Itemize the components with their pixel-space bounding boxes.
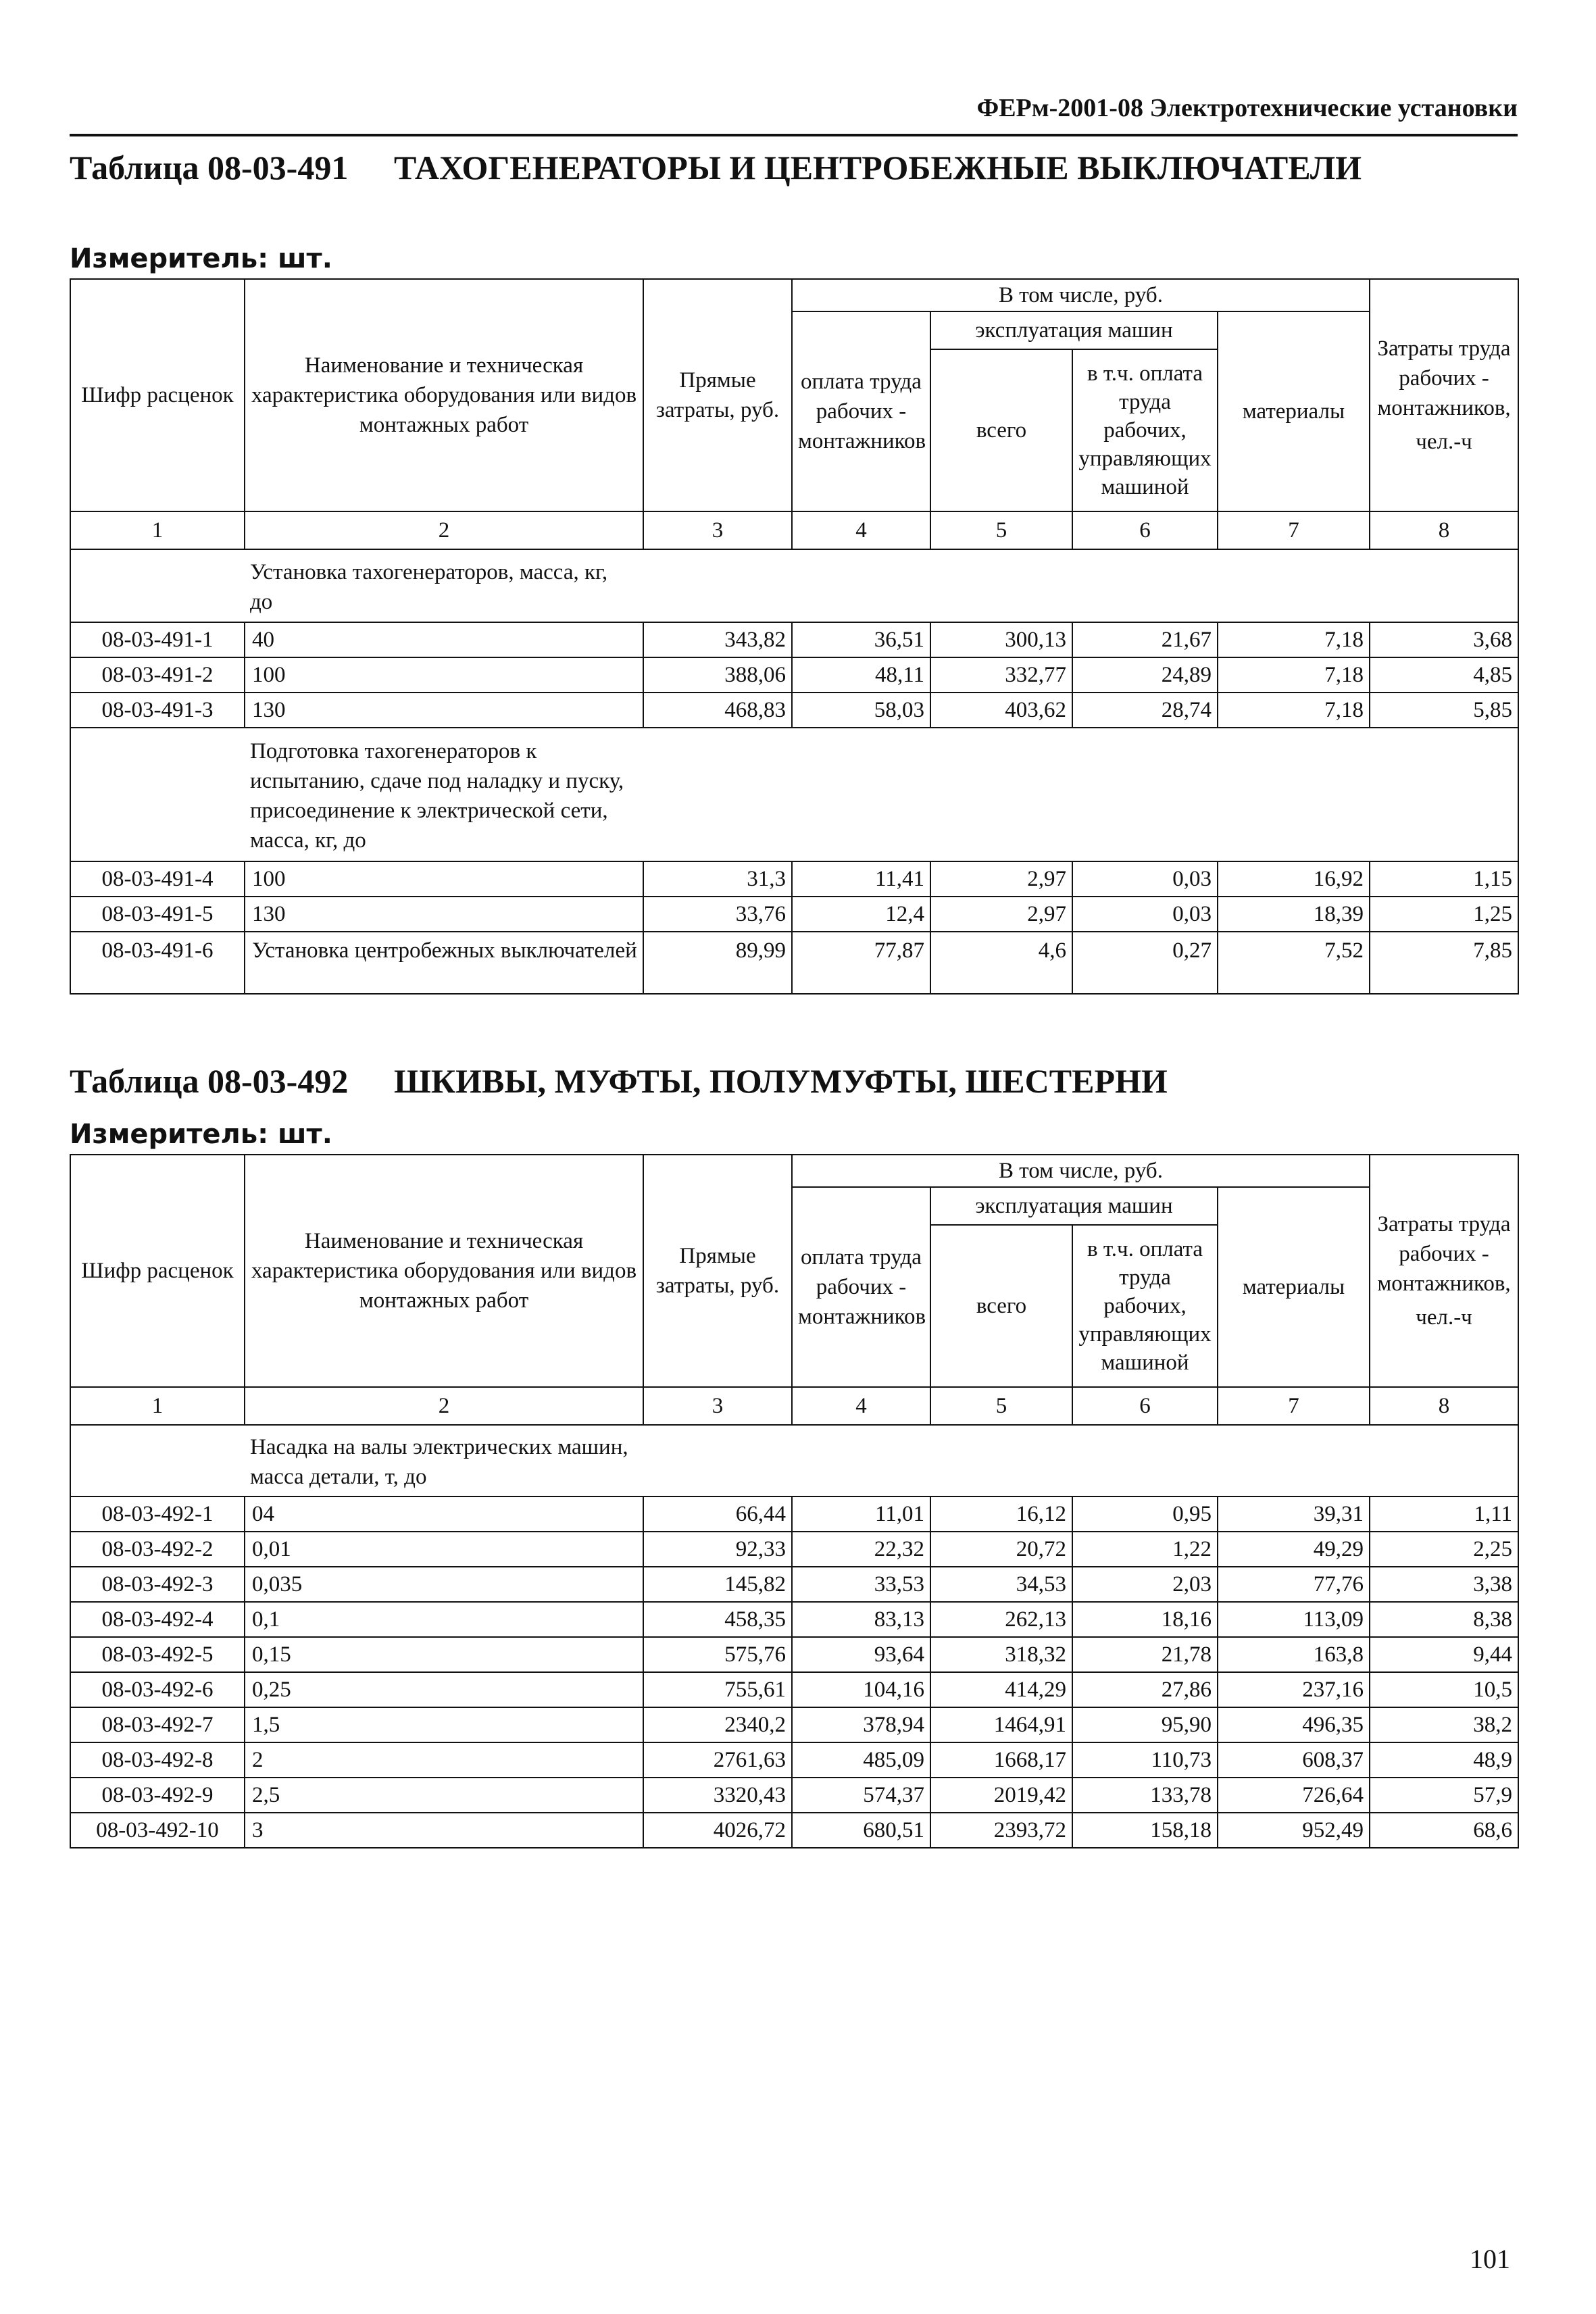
value-c7: 77,76 <box>1218 1567 1370 1602</box>
rate-code: 08-03-492-4 <box>70 1602 245 1637</box>
table-row <box>70 1672 1518 1707</box>
value-c6: 0,03 <box>1072 861 1218 897</box>
table-row <box>70 1602 1518 1637</box>
value-c4: 378,94 <box>792 1707 930 1742</box>
value-c5: 20,72 <box>930 1532 1072 1567</box>
table-row <box>70 1496 1518 1532</box>
table-title: ШКИВЫ, МУФТЫ, ПОЛУМУФТЫ, ШЕСТЕРНИ <box>394 1062 1168 1100</box>
work-name: 1,5 <box>245 1707 643 1742</box>
value-c8: 57,9 <box>1370 1778 1518 1813</box>
value-c3: 4026,72 <box>643 1813 792 1848</box>
rate-code: 08-03-492-10 <box>70 1813 245 1848</box>
column-number-row <box>70 511 1518 549</box>
value-c8: 48,9 <box>1370 1742 1518 1778</box>
value-c4: 485,09 <box>792 1742 930 1778</box>
value-c4: 33,53 <box>792 1567 930 1602</box>
value-c7: 7,18 <box>1218 693 1370 728</box>
value-c5: 2,97 <box>930 861 1072 897</box>
value-c4: 83,13 <box>792 1602 930 1637</box>
value-c6: 110,73 <box>1072 1742 1218 1778</box>
value-c5: 318,32 <box>930 1637 1072 1672</box>
rate-code: 08-03-492-3 <box>70 1567 245 1602</box>
column-number: 3 <box>643 1387 792 1425</box>
table-row <box>70 1813 1518 1848</box>
work-name: 0,1 <box>245 1602 643 1637</box>
value-c4: 93,64 <box>792 1637 930 1672</box>
column-number: 6 <box>1072 511 1218 549</box>
value-c5: 2,97 <box>930 897 1072 932</box>
column-number: 8 <box>1370 1387 1518 1425</box>
value-c6: 18,16 <box>1072 1602 1218 1637</box>
column-number: 5 <box>930 511 1072 549</box>
value-c3: 89,99 <box>643 932 792 994</box>
value-c7: 7,18 <box>1218 657 1370 693</box>
col-header-code: Шифр расценок <box>70 1155 245 1387</box>
value-c6: 0,95 <box>1072 1496 1218 1532</box>
table-row <box>70 932 1518 994</box>
value-c5: 1668,17 <box>930 1742 1072 1778</box>
value-c8: 9,44 <box>1370 1637 1518 1672</box>
col-header-materials: материалы <box>1218 311 1370 511</box>
value-c3: 3320,43 <box>643 1778 792 1813</box>
rate-code: 08-03-491-4 <box>70 861 245 897</box>
table-row <box>70 1567 1518 1602</box>
value-c8: 7,85 <box>1370 932 1518 994</box>
value-c8: 1,11 <box>1370 1496 1518 1532</box>
value-c8: 5,85 <box>1370 693 1518 728</box>
running-title: ФЕРм-2001-08 Электротехнические установки <box>976 94 1518 122</box>
value-c3: 468,83 <box>643 693 792 728</box>
work-name: 40 <box>245 622 643 657</box>
work-name: 0,035 <box>245 1567 643 1602</box>
value-c7: 16,92 <box>1218 861 1370 897</box>
work-name: 04 <box>245 1496 643 1532</box>
col-header-wages: оплата труда рабочих - монтажников <box>792 1187 930 1387</box>
value-c5: 262,13 <box>930 1602 1072 1637</box>
value-c8: 4,85 <box>1370 657 1518 693</box>
work-name: 2,5 <box>245 1778 643 1813</box>
value-c6: 95,90 <box>1072 1707 1218 1742</box>
table-heading-492 <box>70 1061 1518 1108</box>
value-c5: 34,53 <box>930 1567 1072 1602</box>
page-header <box>70 93 1518 136</box>
value-c7: 237,16 <box>1218 1672 1370 1707</box>
value-c7: 49,29 <box>1218 1532 1370 1567</box>
col-header-code: Шифр расценок <box>70 279 245 511</box>
value-c7: 18,39 <box>1218 897 1370 932</box>
header-row <box>70 1155 1518 1187</box>
value-c4: 22,32 <box>792 1532 930 1567</box>
value-c4: 36,51 <box>792 622 930 657</box>
col-header-direct: Прямые затраты, руб. <box>643 279 792 511</box>
table-row <box>70 1742 1518 1778</box>
value-c5: 2019,42 <box>930 1778 1072 1813</box>
section-heading-row <box>70 728 1518 861</box>
work-name: 100 <box>245 861 643 897</box>
labor-label: Затраты труда рабочих - монтажников, <box>1377 1212 1511 1296</box>
value-c5: 403,62 <box>930 693 1072 728</box>
work-name: 3 <box>245 1813 643 1848</box>
col-header-machines-total: всего <box>930 1225 1072 1387</box>
value-c4: 574,37 <box>792 1778 930 1813</box>
value-c3: 458,35 <box>643 1602 792 1637</box>
value-c6: 21,78 <box>1072 1637 1218 1672</box>
col-header-materials: материалы <box>1218 1187 1370 1387</box>
value-c5: 332,77 <box>930 657 1072 693</box>
value-c4: 77,87 <box>792 932 930 994</box>
work-name: Установка центробежных выключателей <box>245 932 643 994</box>
col-header-labor <box>1370 279 1518 511</box>
value-c3: 755,61 <box>643 1672 792 1707</box>
work-name: 100 <box>245 657 643 693</box>
rate-code: 08-03-491-3 <box>70 693 245 728</box>
table-row <box>70 1532 1518 1567</box>
rate-code: 08-03-491-5 <box>70 897 245 932</box>
estimate-table-491 <box>70 278 1519 995</box>
value-c8: 1,25 <box>1370 897 1518 932</box>
value-c6: 133,78 <box>1072 1778 1218 1813</box>
column-number: 5 <box>930 1387 1072 1425</box>
value-c4: 12,4 <box>792 897 930 932</box>
section-heading-text: Установка тахогенераторов, масса, кг, до <box>250 560 608 614</box>
table-row <box>70 657 1518 693</box>
value-c3: 343,82 <box>643 622 792 657</box>
value-c3: 92,33 <box>643 1532 792 1567</box>
work-name: 0,25 <box>245 1672 643 1707</box>
value-c3: 31,3 <box>643 861 792 897</box>
rate-code: 08-03-492-2 <box>70 1532 245 1567</box>
col-header-machines-total: всего <box>930 349 1072 511</box>
value-c7: 726,64 <box>1218 1778 1370 1813</box>
value-c7: 113,09 <box>1218 1602 1370 1637</box>
col-header-wages: оплата труда рабочих - монтажников <box>792 311 930 511</box>
table-number: Таблица 08-03-492 <box>70 1062 349 1100</box>
column-number: 4 <box>792 1387 930 1425</box>
value-c3: 33,76 <box>643 897 792 932</box>
value-c6: 0,27 <box>1072 932 1218 994</box>
rate-code: 08-03-491-6 <box>70 932 245 994</box>
value-c4: 104,16 <box>792 1672 930 1707</box>
page-number: 101 <box>1470 2244 1510 2274</box>
section-heading <box>245 1425 1518 1496</box>
column-number: 4 <box>792 511 930 549</box>
value-c4: 58,03 <box>792 693 930 728</box>
value-c5: 414,29 <box>930 1672 1072 1707</box>
col-header-incl: В том числе, руб. <box>792 1155 1370 1187</box>
value-c6: 24,89 <box>1072 657 1218 693</box>
column-number: 3 <box>643 511 792 549</box>
value-c3: 145,82 <box>643 1567 792 1602</box>
value-c5: 16,12 <box>930 1496 1072 1532</box>
work-name: 130 <box>245 693 643 728</box>
col-header-machines-wages: в т.ч. оплата труда рабочих, управляющих машиной <box>1072 349 1218 511</box>
value-c8: 2,25 <box>1370 1532 1518 1567</box>
rate-code: 08-03-492-8 <box>70 1742 245 1778</box>
value-c7: 7,18 <box>1218 622 1370 657</box>
column-number: 8 <box>1370 511 1518 549</box>
value-c8: 38,2 <box>1370 1707 1518 1742</box>
value-c4: 11,01 <box>792 1496 930 1532</box>
value-c6: 27,86 <box>1072 1672 1218 1707</box>
value-c5: 300,13 <box>930 622 1072 657</box>
rate-code: 08-03-492-6 <box>70 1672 245 1707</box>
work-name: 0,15 <box>245 1637 643 1672</box>
unit-label: Измеритель: шт. <box>70 1119 332 1150</box>
section-heading-row <box>70 549 1518 622</box>
column-number: 2 <box>245 511 643 549</box>
value-c8: 8,38 <box>1370 1602 1518 1637</box>
rate-code: 08-03-492-9 <box>70 1778 245 1813</box>
rate-code: 08-03-492-1 <box>70 1496 245 1532</box>
rate-code: 08-03-491-1 <box>70 622 245 657</box>
col-header-name: Наименование и техническая характеристика оборудования или видов монтажных работ <box>245 1155 643 1387</box>
table-row <box>70 897 1518 932</box>
value-c8: 1,15 <box>1370 861 1518 897</box>
value-c6: 158,18 <box>1072 1813 1218 1848</box>
value-c4: 680,51 <box>792 1813 930 1848</box>
value-c3: 2761,63 <box>643 1742 792 1778</box>
value-c5: 4,6 <box>930 932 1072 994</box>
table-heading-491 <box>70 147 1518 235</box>
table-row <box>70 622 1518 657</box>
column-number: 1 <box>70 511 245 549</box>
labor-unit: чел.-ч <box>1416 1305 1472 1330</box>
value-c7: 496,35 <box>1218 1707 1370 1742</box>
work-name: 2 <box>245 1742 643 1778</box>
labor-unit: чел.-ч <box>1416 430 1472 454</box>
section-heading <box>245 549 1518 622</box>
value-c3: 66,44 <box>643 1496 792 1532</box>
table-row <box>70 861 1518 897</box>
value-c6: 0,03 <box>1072 897 1218 932</box>
col-header-machines: эксплуатация машин <box>930 1187 1218 1225</box>
column-number-row <box>70 1387 1518 1425</box>
table-row <box>70 1778 1518 1813</box>
value-c6: 28,74 <box>1072 693 1218 728</box>
col-header-name: Наименование и техническая характеристика оборудования или видов монтажных работ <box>245 279 643 511</box>
value-c4: 11,41 <box>792 861 930 897</box>
table-row <box>70 693 1518 728</box>
value-c7: 7,52 <box>1218 932 1370 994</box>
value-c3: 2340,2 <box>643 1707 792 1742</box>
column-number: 2 <box>245 1387 643 1425</box>
table-row <box>70 1637 1518 1672</box>
col-header-machines-wages: в т.ч. оплата труда рабочих, управляющих машиной <box>1072 1225 1218 1387</box>
col-header-labor <box>1370 1155 1518 1387</box>
col-header-direct: Прямые затраты, руб. <box>643 1155 792 1387</box>
value-c7: 163,8 <box>1218 1637 1370 1672</box>
column-number: 1 <box>70 1387 245 1425</box>
work-name: 130 <box>245 897 643 932</box>
value-c4: 48,11 <box>792 657 930 693</box>
section-heading-text: Подготовка тахогенераторов к испытанию, сдаче под наладку и пуску, присоединение к электрической сети, масса, кг, до <box>250 739 624 853</box>
rate-code: 08-03-492-7 <box>70 1707 245 1742</box>
section-heading-row <box>70 1425 1518 1496</box>
column-number: 6 <box>1072 1387 1218 1425</box>
value-c6: 2,03 <box>1072 1567 1218 1602</box>
value-c8: 3,38 <box>1370 1567 1518 1602</box>
col-header-machines: эксплуатация машин <box>930 311 1218 349</box>
section-heading <box>245 728 1518 861</box>
value-c7: 952,49 <box>1218 1813 1370 1848</box>
value-c3: 575,76 <box>643 1637 792 1672</box>
value-c7: 39,31 <box>1218 1496 1370 1532</box>
rate-code: 08-03-492-5 <box>70 1637 245 1672</box>
value-c6: 21,67 <box>1072 622 1218 657</box>
table-number: Таблица 08-03-491 <box>70 149 349 186</box>
value-c7: 608,37 <box>1218 1742 1370 1778</box>
header-row <box>70 279 1518 311</box>
rate-code: 08-03-491-2 <box>70 657 245 693</box>
work-name: 0,01 <box>245 1532 643 1567</box>
value-c5: 1464,91 <box>930 1707 1072 1742</box>
value-c5: 2393,72 <box>930 1813 1072 1848</box>
labor-label: Затраты труда рабочих - монтажников, <box>1377 336 1511 420</box>
value-c8: 68,6 <box>1370 1813 1518 1848</box>
value-c6: 1,22 <box>1072 1532 1218 1567</box>
column-number: 7 <box>1218 1387 1370 1425</box>
table-row <box>70 1707 1518 1742</box>
unit-label: Измеритель: шт. <box>70 243 332 274</box>
estimate-table-492 <box>70 1154 1519 1848</box>
section-heading-text: Насадка на валы электрических машин, масса детали, т, до <box>250 1435 628 1489</box>
column-number: 7 <box>1218 511 1370 549</box>
col-header-incl: В том числе, руб. <box>792 279 1370 311</box>
value-c8: 10,5 <box>1370 1672 1518 1707</box>
value-c3: 388,06 <box>643 657 792 693</box>
value-c8: 3,68 <box>1370 622 1518 657</box>
table-title: ТАХОГЕНЕРАТОРЫ И ЦЕНТРОБЕЖНЫЕ ВЫКЛЮЧАТЕЛИ <box>394 149 1362 186</box>
